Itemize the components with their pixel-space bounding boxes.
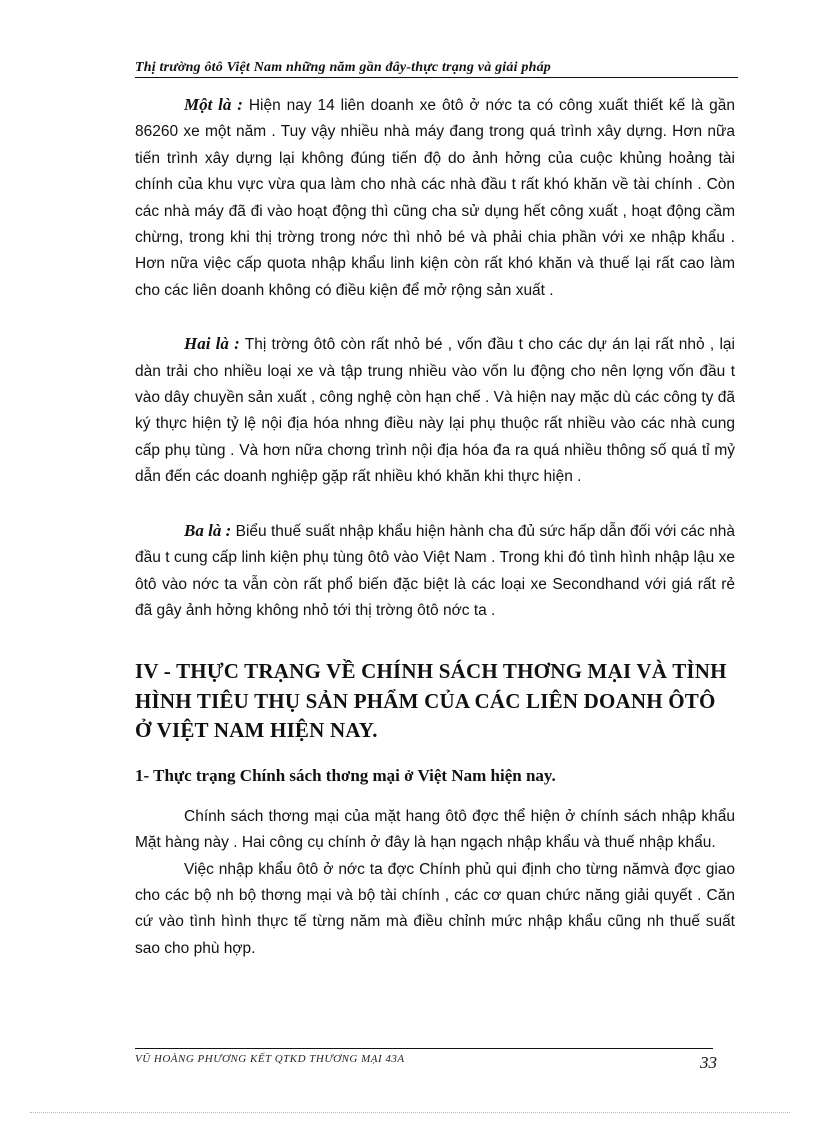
paragraph-lead: Hai là : [184, 334, 240, 354]
document-body [135, 92, 735, 962]
section-title: IV - THỰC TRẠNG VỀ CHÍNH SÁCH THƠNG MẠI VÀ TÌNH HÌNH TIÊU THỤ SẢN PHẨM CỦA CÁC LIÊN DOANH ÔTÔ Ở VIỆT NAM HIỆN NAY. [135, 659, 727, 743]
paragraph-lead: Một là : [184, 95, 243, 114]
paragraph-lead: Ba là : [184, 520, 232, 540]
subsection-paragraph-2: Việc nhập khẩu ôtô ở nớc ta đợc Chính phủ qui định cho từng nămvà đợc giao cho các bộ nh bộ thơng mại và bộ tài chính , các cơ quan chức năng giải quyết . Căn cứ vào tình hình thực tế từng năm mà điều chỉnh mức nhập khẩu cũng nh thuế suất sao cho phù hợp. [135, 860, 735, 957]
footer-rule [135, 1048, 713, 1049]
page-number: 33 [700, 1053, 717, 1072]
subsection-paragraph-1: Chính sách thơng mại của mặt hang ôtô đợc thể hiện ở chính sách nhập khẩu Mặt hàng này . Hai công cụ chính ở đây là hạn ngạch nhập khẩu và thuế nhập khẩu. [135, 807, 735, 852]
paragraph-2 [135, 331, 735, 490]
paragraph-text: Hiện nay 14 liên doanh xe ôtô ở nớc ta có công xuất thiết kế là gần 86260 xe một năm . Tuy vậy nhiều nhà máy đang trong quá trình xây dựng. Hơn nữa tiến trình xây dựng lại không đúng tiến độ do ảnh hởng của cuộc khủng hoảng tài chính của khu vực vừa qua làm cho nhà các nhà đầu t rất khó khăn về tài chính . Còn các nhà máy đã đi vào hoạt động thì cũng cha sử dụng hết công xuất , hoạt động cầm chừng, trong khi thị trờng trong nớc thì nhỏ bé và phải chia phần với xe nhập khẩu . Hơn nữa việc cấp quota nhập khẩu linh kiện còn rất khó khăn và thuế lại rất cao làm cho các liên doanh không có điều kiện để mở rộng sản xuất . [135, 97, 735, 299]
page-edge-divider [30, 1112, 790, 1113]
paragraph-3 [135, 518, 735, 625]
paragraph-1 [135, 92, 735, 304]
subsection-title: 1- Thực trạng Chính sách thơng mại ở Việt Nam hiện nay. [135, 765, 556, 785]
footer-author: VŨ HOÀNG PHƯƠNG KẾT QTKD THƯƠNG MẠI 43A [135, 1053, 405, 1065]
paragraph-text: Biểu thuế suất nhập khẩu hiện hành cha đủ sức hấp dẫn đối với các nhà đầu t cung cấp linh kiện phụ tùng ôtô vào Việt Nam . Trong khi đó tình hình nhập lậu xe ôtô vào nớc ta vẫn còn rất phổ biến đặc biệt là các loại xe Secondhand với giá rất rẻ đã gây ảnh hởng không nhỏ tới thị trờng ôtô nớc ta . [135, 522, 735, 619]
paragraph-text: Thị trờng ôtô còn rất nhỏ bé , vốn đầu t cho các dự án lại rất nhỏ , lại dàn trải cho nhiều loại xe và tập trung nhiều vào vốn lu động cho nên lợng vốn đầu t vào dây chuyền sản xuất , công nghệ còn hạn chế . Và hiện nay mặc dù các công ty đã ký thực hiện tỷ lệ nội địa hóa nhng điều này lại phụ thuộc rất nhiều vào các nhà cung cấp phụ tùng . Và hơn nữa chơng trình nội địa hóa đa ra quá nhiều thông số quá tỉ mỷ dẫn đến các doanh nghiệp gặp rất nhiều khó khăn khi thực hiện . [135, 336, 735, 486]
running-header: Thị trường ôtô Việt Nam những năm gần đây-thực trạng và giải pháp [135, 60, 738, 78]
